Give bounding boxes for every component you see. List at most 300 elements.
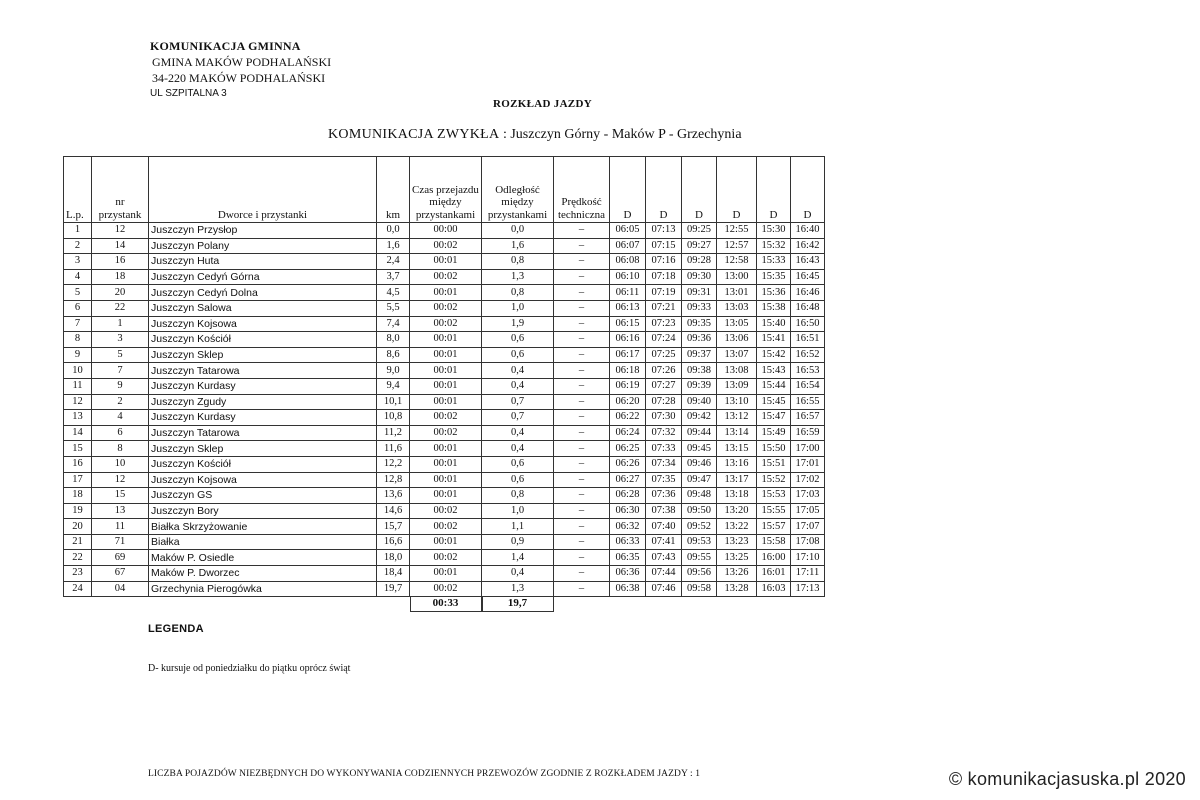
cell-lp: 17 [64, 472, 92, 488]
cell-departure-time: 12:55 [717, 223, 757, 239]
cell-km: 0,0 [377, 223, 410, 239]
table-row [64, 223, 825, 239]
cell-stop-number: 71 [92, 534, 149, 550]
cell-departure-time: 15:53 [757, 488, 791, 504]
cell-speed: – [554, 394, 610, 410]
cell-lp: 7 [64, 316, 92, 332]
cell-departure-time: 16:03 [757, 581, 791, 597]
header-stops: Dworce i przystanki [149, 157, 377, 223]
route-heading [328, 127, 742, 143]
cell-departure-time: 16:55 [791, 394, 825, 410]
cell-lp: 9 [64, 347, 92, 363]
table-row [64, 441, 825, 457]
cell-departure-time: 09:44 [682, 425, 717, 441]
total-travel-time: 00:33 [410, 597, 482, 612]
cell-departure-time: 15:38 [757, 300, 791, 316]
cell-stop-number: 14 [92, 238, 149, 254]
cell-distance: 1,1 [482, 519, 554, 535]
cell-departure-time: 15:41 [757, 332, 791, 348]
cell-stop-name: Maków P. Osiedle [149, 550, 377, 566]
cell-departure-time: 15:51 [757, 456, 791, 472]
cell-stop-number: 5 [92, 347, 149, 363]
cell-speed: – [554, 223, 610, 239]
cell-speed: – [554, 456, 610, 472]
cell-speed: – [554, 238, 610, 254]
table-row [64, 363, 825, 379]
cell-stop-name: Maków P. Dworzec [149, 566, 377, 582]
cell-departure-time: 06:25 [610, 441, 646, 457]
cell-departure-time: 07:25 [646, 347, 682, 363]
cell-departure-time: 06:17 [610, 347, 646, 363]
cell-departure-time: 16:43 [791, 254, 825, 270]
cell-departure-time: 15:47 [757, 410, 791, 426]
copyright-watermark: © komunikacjasuska.pl 2020 [948, 769, 1186, 789]
cell-travel-time: 00:01 [410, 363, 482, 379]
cell-distance: 1,0 [482, 300, 554, 316]
header-course: D [682, 157, 717, 223]
cell-departure-time: 16:50 [791, 316, 825, 332]
cell-departure-time: 09:37 [682, 347, 717, 363]
cell-speed: – [554, 300, 610, 316]
cell-departure-time: 09:28 [682, 254, 717, 270]
header-km: km [377, 157, 410, 223]
cell-departure-time: 06:08 [610, 254, 646, 270]
cell-departure-time: 15:35 [757, 269, 791, 285]
cell-speed: – [554, 425, 610, 441]
cell-departure-time: 07:24 [646, 332, 682, 348]
cell-speed: – [554, 347, 610, 363]
cell-departure-time: 15:44 [757, 378, 791, 394]
cell-lp: 18 [64, 488, 92, 504]
cell-stop-name: Juszczyn Kojsowa [149, 472, 377, 488]
table-row [64, 534, 825, 550]
cell-departure-time: 17:00 [791, 441, 825, 457]
cell-departure-time: 09:35 [682, 316, 717, 332]
cell-travel-time: 00:01 [410, 347, 482, 363]
cell-km: 2,4 [377, 254, 410, 270]
cell-departure-time: 09:39 [682, 378, 717, 394]
cell-departure-time: 17:13 [791, 581, 825, 597]
cell-travel-time: 00:02 [410, 300, 482, 316]
cell-lp: 19 [64, 503, 92, 519]
table-row [64, 378, 825, 394]
table-row [64, 503, 825, 519]
cell-km: 18,4 [377, 566, 410, 582]
cell-departure-time: 13:00 [717, 269, 757, 285]
cell-stop-number: 04 [92, 581, 149, 597]
cell-stop-name: Juszczyn Tatarowa [149, 363, 377, 379]
cell-speed: – [554, 316, 610, 332]
cell-departure-time: 07:46 [646, 581, 682, 597]
cell-departure-time: 06:15 [610, 316, 646, 332]
cell-distance: 0,8 [482, 488, 554, 504]
cell-departure-time: 17:08 [791, 534, 825, 550]
cell-departure-time: 07:13 [646, 223, 682, 239]
timetable [63, 156, 825, 597]
cell-distance: 0,4 [482, 363, 554, 379]
cell-departure-time: 09:48 [682, 488, 717, 504]
cell-stop-name: Grzechynia Pierogówka [149, 581, 377, 597]
cell-departure-time: 16:00 [757, 550, 791, 566]
cell-departure-time: 07:23 [646, 316, 682, 332]
cell-km: 11,2 [377, 425, 410, 441]
cell-km: 10,8 [377, 410, 410, 426]
cell-stop-number: 69 [92, 550, 149, 566]
header-course: D [646, 157, 682, 223]
cell-distance: 1,6 [482, 238, 554, 254]
table-row [64, 566, 825, 582]
cell-km: 13,6 [377, 488, 410, 504]
cell-departure-time: 09:36 [682, 332, 717, 348]
cell-distance: 0,8 [482, 254, 554, 270]
cell-departure-time: 09:58 [682, 581, 717, 597]
cell-departure-time: 07:44 [646, 566, 682, 582]
cell-departure-time: 09:25 [682, 223, 717, 239]
cell-distance: 0,4 [482, 566, 554, 582]
cell-lp: 14 [64, 425, 92, 441]
route-name: : Juszczyn Górny - Maków P - Grzechynia [502, 127, 742, 142]
issuer-postal-address: 34-220 MAKÓW PODHALAŃSKI [152, 71, 326, 85]
cell-travel-time: 00:02 [410, 581, 482, 597]
cell-departure-time: 16:40 [791, 223, 825, 239]
cell-stop-number: 15 [92, 488, 149, 504]
table-row [64, 269, 825, 285]
cell-travel-time: 00:02 [410, 503, 482, 519]
cell-departure-time: 13:18 [717, 488, 757, 504]
cell-departure-time: 13:22 [717, 519, 757, 535]
cell-lp: 15 [64, 441, 92, 457]
cell-stop-name: Juszczyn Kurdasy [149, 410, 377, 426]
cell-departure-time: 15:50 [757, 441, 791, 457]
cell-departure-time: 06:16 [610, 332, 646, 348]
cell-lp: 13 [64, 410, 92, 426]
cell-departure-time: 07:32 [646, 425, 682, 441]
cell-speed: – [554, 550, 610, 566]
table-row [64, 456, 825, 472]
cell-departure-time: 13:25 [717, 550, 757, 566]
table-row [64, 238, 825, 254]
cell-km: 9,0 [377, 363, 410, 379]
cell-departure-time: 06:20 [610, 394, 646, 410]
cell-departure-time: 07:28 [646, 394, 682, 410]
cell-lp: 10 [64, 363, 92, 379]
cell-departure-time: 15:49 [757, 425, 791, 441]
cell-speed: – [554, 503, 610, 519]
cell-speed: – [554, 566, 610, 582]
header-course: D [791, 157, 825, 223]
cell-km: 14,6 [377, 503, 410, 519]
issuer-street: UL SZPITALNA 3 [150, 88, 227, 99]
cell-departure-time: 09:31 [682, 285, 717, 301]
cell-lp: 2 [64, 238, 92, 254]
route-type: KOMUNIKACJA ZWYKŁA [328, 127, 500, 142]
cell-lp: 21 [64, 534, 92, 550]
cell-stop-number: 10 [92, 456, 149, 472]
cell-departure-time: 13:14 [717, 425, 757, 441]
cell-departure-time: 16:53 [791, 363, 825, 379]
cell-departure-time: 16:52 [791, 347, 825, 363]
cell-departure-time: 09:45 [682, 441, 717, 457]
cell-stop-number: 2 [92, 394, 149, 410]
cell-stop-name: Juszczyn Zgudy [149, 394, 377, 410]
header-lp: L.p. [64, 157, 92, 223]
cell-km: 15,7 [377, 519, 410, 535]
cell-stop-number: 13 [92, 503, 149, 519]
cell-travel-time: 00:01 [410, 472, 482, 488]
cell-departure-time: 15:57 [757, 519, 791, 535]
timetable-header-row [64, 157, 825, 223]
cell-stop-number: 22 [92, 300, 149, 316]
cell-distance: 0,9 [482, 534, 554, 550]
cell-distance: 0,7 [482, 410, 554, 426]
issuer-name: KOMUNIKACJA GMINNA [150, 39, 301, 53]
cell-distance: 0,8 [482, 285, 554, 301]
cell-stop-name: Białka [149, 534, 377, 550]
cell-departure-time: 07:41 [646, 534, 682, 550]
cell-departure-time: 09:52 [682, 519, 717, 535]
table-row [64, 300, 825, 316]
cell-distance: 0,6 [482, 472, 554, 488]
cell-departure-time: 13:23 [717, 534, 757, 550]
cell-speed: – [554, 581, 610, 597]
cell-departure-time: 07:40 [646, 519, 682, 535]
cell-speed: – [554, 519, 610, 535]
cell-stop-number: 67 [92, 566, 149, 582]
cell-stop-name: Białka Skrzyżowanie [149, 519, 377, 535]
cell-stop-name: Juszczyn Cedyń Górna [149, 269, 377, 285]
cell-departure-time: 07:30 [646, 410, 682, 426]
cell-departure-time: 09:56 [682, 566, 717, 582]
cell-departure-time: 09:40 [682, 394, 717, 410]
cell-departure-time: 07:35 [646, 472, 682, 488]
cell-departure-time: 13:17 [717, 472, 757, 488]
cell-departure-time: 13:01 [717, 285, 757, 301]
cell-stop-name: Juszczyn Kurdasy [149, 378, 377, 394]
cell-departure-time: 13:03 [717, 300, 757, 316]
header-distance: Odległość między przystankami [482, 157, 554, 223]
cell-travel-time: 00:01 [410, 441, 482, 457]
cell-departure-time: 06:11 [610, 285, 646, 301]
cell-departure-time: 15:42 [757, 347, 791, 363]
cell-departure-time: 15:30 [757, 223, 791, 239]
cell-departure-time: 07:38 [646, 503, 682, 519]
cell-stop-number: 4 [92, 410, 149, 426]
cell-stop-number: 1 [92, 316, 149, 332]
cell-km: 16,6 [377, 534, 410, 550]
cell-departure-time: 13:05 [717, 316, 757, 332]
cell-km: 4,5 [377, 285, 410, 301]
cell-speed: – [554, 472, 610, 488]
cell-departure-time: 07:16 [646, 254, 682, 270]
cell-departure-time: 17:11 [791, 566, 825, 582]
cell-departure-time: 06:35 [610, 550, 646, 566]
cell-stop-number: 18 [92, 269, 149, 285]
header-course: D [757, 157, 791, 223]
cell-departure-time: 09:46 [682, 456, 717, 472]
issuer-municipality: GMINA MAKÓW PODHALAŃSKI [152, 55, 332, 69]
cell-travel-time: 00:02 [410, 410, 482, 426]
cell-travel-time: 00:01 [410, 285, 482, 301]
cell-stop-number: 6 [92, 425, 149, 441]
cell-lp: 16 [64, 456, 92, 472]
cell-km: 10,1 [377, 394, 410, 410]
cell-departure-time: 06:07 [610, 238, 646, 254]
cell-departure-time: 06:19 [610, 378, 646, 394]
cell-lp: 4 [64, 269, 92, 285]
cell-departure-time: 07:19 [646, 285, 682, 301]
cell-speed: – [554, 254, 610, 270]
header-course: D [717, 157, 757, 223]
cell-departure-time: 06:26 [610, 456, 646, 472]
cell-km: 18,0 [377, 550, 410, 566]
table-row [64, 488, 825, 504]
cell-departure-time: 07:21 [646, 300, 682, 316]
cell-stop-number: 9 [92, 378, 149, 394]
cell-departure-time: 16:42 [791, 238, 825, 254]
cell-distance: 1,3 [482, 269, 554, 285]
cell-departure-time: 07:34 [646, 456, 682, 472]
cell-km: 5,5 [377, 300, 410, 316]
cell-speed: – [554, 534, 610, 550]
timetable-body [64, 223, 825, 597]
cell-stop-name: Juszczyn Przysłop [149, 223, 377, 239]
cell-travel-time: 00:02 [410, 269, 482, 285]
cell-departure-time: 09:53 [682, 534, 717, 550]
cell-travel-time: 00:01 [410, 378, 482, 394]
cell-distance: 0,4 [482, 425, 554, 441]
cell-departure-time: 09:55 [682, 550, 717, 566]
cell-km: 8,6 [377, 347, 410, 363]
cell-departure-time: 06:18 [610, 363, 646, 379]
cell-departure-time: 06:27 [610, 472, 646, 488]
cell-stop-number: 11 [92, 519, 149, 535]
vehicle-count-note: LICZBA POJAZDÓW NIEZBĘDNYCH DO WYKONYWANIA CODZIENNYCH PRZEWOZÓW ZGODNIE Z ROZKŁADEM JAZDY : 1 [148, 769, 701, 779]
cell-departure-time: 06:38 [610, 581, 646, 597]
cell-departure-time: 06:05 [610, 223, 646, 239]
cell-travel-time: 00:02 [410, 316, 482, 332]
cell-departure-time: 13:08 [717, 363, 757, 379]
cell-departure-time: 06:30 [610, 503, 646, 519]
cell-stop-name: Juszczyn Huta [149, 254, 377, 270]
cell-departure-time: 06:22 [610, 410, 646, 426]
cell-departure-time: 17:02 [791, 472, 825, 488]
cell-departure-time: 13:26 [717, 566, 757, 582]
cell-travel-time: 00:01 [410, 456, 482, 472]
cell-lp: 1 [64, 223, 92, 239]
cell-departure-time: 15:40 [757, 316, 791, 332]
cell-departure-time: 06:36 [610, 566, 646, 582]
cell-speed: – [554, 378, 610, 394]
cell-speed: – [554, 441, 610, 457]
cell-travel-time: 00:01 [410, 332, 482, 348]
cell-departure-time: 15:58 [757, 534, 791, 550]
cell-stop-name: Juszczyn Sklep [149, 441, 377, 457]
cell-lp: 24 [64, 581, 92, 597]
cell-km: 3,7 [377, 269, 410, 285]
cell-departure-time: 06:24 [610, 425, 646, 441]
cell-stop-name: Juszczyn GS [149, 488, 377, 504]
cell-lp: 12 [64, 394, 92, 410]
table-row [64, 410, 825, 426]
cell-travel-time: 00:01 [410, 488, 482, 504]
cell-speed: – [554, 285, 610, 301]
cell-stop-number: 7 [92, 363, 149, 379]
cell-departure-time: 09:33 [682, 300, 717, 316]
cell-departure-time: 17:01 [791, 456, 825, 472]
cell-distance: 1,0 [482, 503, 554, 519]
cell-km: 8,0 [377, 332, 410, 348]
cell-departure-time: 06:32 [610, 519, 646, 535]
cell-lp: 23 [64, 566, 92, 582]
legend-title: LEGENDA [148, 623, 204, 635]
cell-stop-name: Juszczyn Sklep [149, 347, 377, 363]
cell-departure-time: 09:47 [682, 472, 717, 488]
cell-departure-time: 13:28 [717, 581, 757, 597]
cell-distance: 0,6 [482, 347, 554, 363]
cell-departure-time: 13:10 [717, 394, 757, 410]
cell-departure-time: 09:50 [682, 503, 717, 519]
cell-departure-time: 09:27 [682, 238, 717, 254]
cell-departure-time: 13:12 [717, 410, 757, 426]
cell-travel-time: 00:02 [410, 519, 482, 535]
cell-lp: 11 [64, 378, 92, 394]
cell-departure-time: 15:32 [757, 238, 791, 254]
cell-departure-time: 16:57 [791, 410, 825, 426]
cell-departure-time: 16:51 [791, 332, 825, 348]
total-distance: 19,7 [482, 597, 554, 612]
cell-departure-time: 13:15 [717, 441, 757, 457]
table-row [64, 285, 825, 301]
cell-stop-number: 3 [92, 332, 149, 348]
cell-departure-time: 06:33 [610, 534, 646, 550]
cell-km: 12,2 [377, 456, 410, 472]
cell-departure-time: 16:01 [757, 566, 791, 582]
cell-km: 19,7 [377, 581, 410, 597]
cell-lp: 5 [64, 285, 92, 301]
table-row [64, 347, 825, 363]
table-row [64, 332, 825, 348]
cell-departure-time: 16:45 [791, 269, 825, 285]
header-travel-time: Czas przejazdu między przystankami [410, 157, 482, 223]
cell-departure-time: 06:13 [610, 300, 646, 316]
cell-distance: 0,6 [482, 456, 554, 472]
cell-km: 7,4 [377, 316, 410, 332]
cell-departure-time: 07:33 [646, 441, 682, 457]
cell-departure-time: 15:52 [757, 472, 791, 488]
cell-distance: 0,7 [482, 394, 554, 410]
cell-departure-time: 07:43 [646, 550, 682, 566]
cell-travel-time: 00:01 [410, 534, 482, 550]
cell-departure-time: 07:27 [646, 378, 682, 394]
cell-stop-name: Juszczyn Bory [149, 503, 377, 519]
cell-departure-time: 16:54 [791, 378, 825, 394]
cell-km: 11,6 [377, 441, 410, 457]
cell-stop-name: Juszczyn Salowa [149, 300, 377, 316]
cell-distance: 1,3 [482, 581, 554, 597]
cell-distance: 0,4 [482, 441, 554, 457]
table-row [64, 425, 825, 441]
document-title: ROZKŁAD JAZDY [493, 98, 592, 110]
cell-lp: 20 [64, 519, 92, 535]
cell-departure-time: 12:57 [717, 238, 757, 254]
cell-departure-time: 16:46 [791, 285, 825, 301]
cell-departure-time: 15:36 [757, 285, 791, 301]
table-row [64, 581, 825, 597]
cell-km: 9,4 [377, 378, 410, 394]
cell-travel-time: 00:02 [410, 425, 482, 441]
cell-stop-number: 16 [92, 254, 149, 270]
cell-departure-time: 06:10 [610, 269, 646, 285]
